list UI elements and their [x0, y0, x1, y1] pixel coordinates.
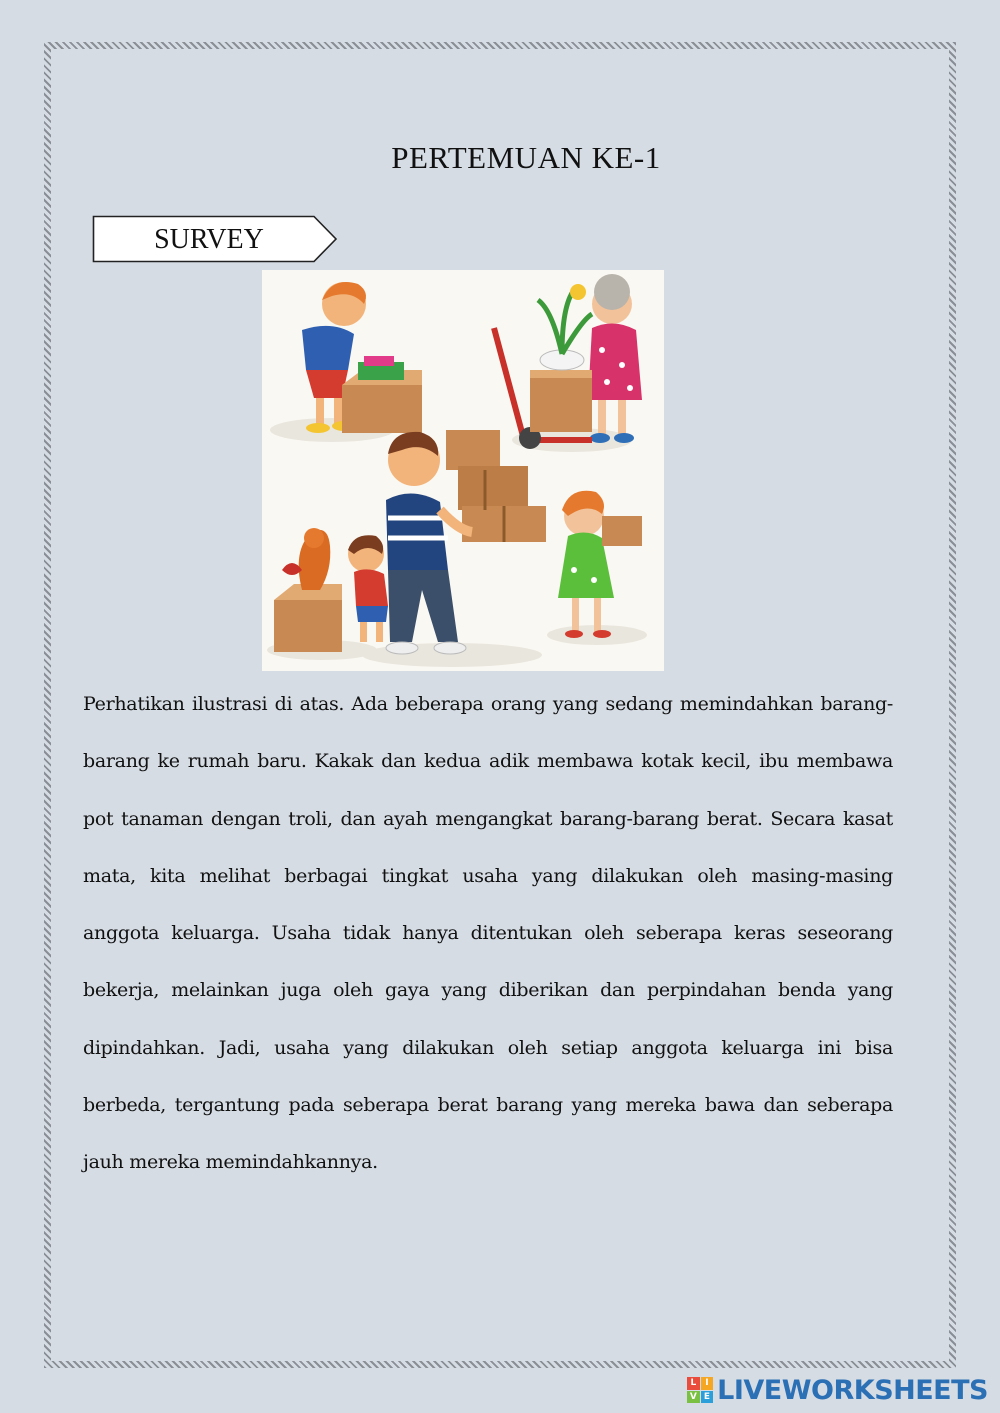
liveworksheets-logo-icon	[687, 1377, 713, 1403]
liveworksheets-brand[interactable]	[687, 1375, 988, 1405]
family-moving-illustration	[262, 270, 664, 671]
logo-letter: V	[687, 1391, 700, 1404]
section-label: SURVEY	[154, 224, 264, 255]
body-paragraph: Perhatikan ilustrasi di atas. Ada beberapa orang yang sedang memindahkan barang-barang ke rumah baru. Kakak dan kedua adik membawa kotak kecil, ibu membawa pot tanaman dengan troli, dan ayah mengangkat barang-barang berat. Secara kasat mata, kita melihat berbagai tingkat usaha yang dilakukan oleh masing-masing anggota keluarga. Usaha tidak hanya ditentukan oleh seberapa keras seseorang bekerja, melainkan juga oleh gaya yang diberikan dan perpindahan benda yang dipindahkan. Jadi, usaha yang dilakukan oleh setiap anggota keluarga ini bisa berbeda, tergantung pada seberapa berat barang yang mereka bawa dan seberapa jauh mereka memindahkannya.	[83, 693, 893, 1174]
logo-letter: I	[701, 1377, 714, 1390]
family-moving-boxes-icon	[262, 270, 664, 671]
page-title: PERTEMUAN KE-1	[391, 140, 661, 175]
brand-name: LIVEWORKSHEETS	[717, 1374, 988, 1406]
section-tag	[92, 215, 338, 263]
logo-letter: E	[701, 1391, 714, 1404]
logo-letter: L	[687, 1377, 700, 1390]
